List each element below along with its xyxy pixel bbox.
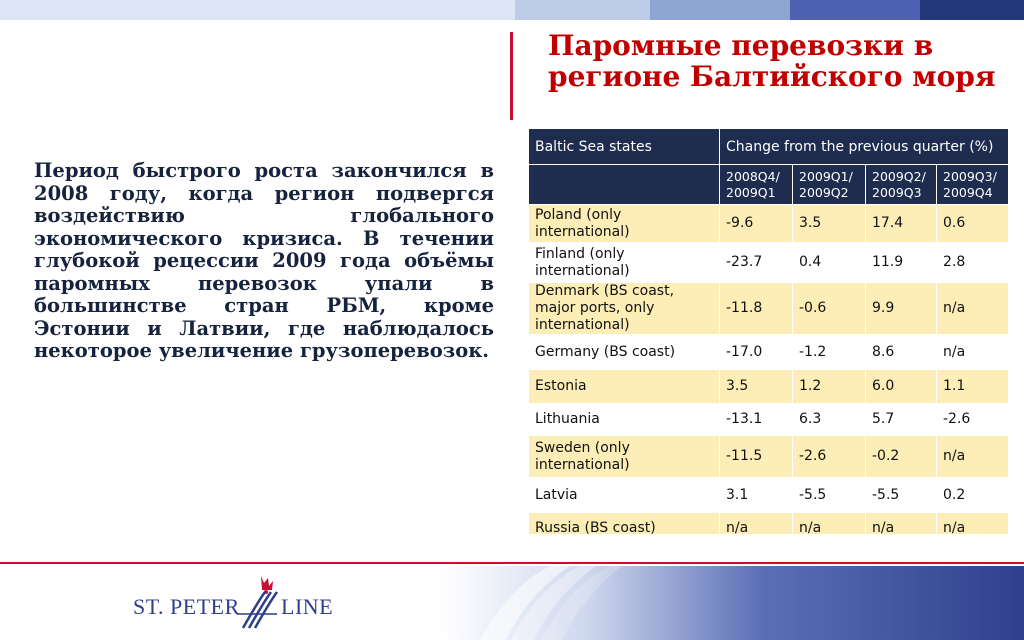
value-cell: -23.7 <box>720 243 793 283</box>
value-cell: n/a <box>937 283 1009 335</box>
state-cell: Denmark (BS coast, major ports, only international) <box>529 283 720 335</box>
value-cell: -5.5 <box>866 478 937 513</box>
footer-divider <box>0 562 1024 564</box>
table-row <box>529 478 1009 513</box>
title-accent-line <box>510 32 513 120</box>
footer-swoosh-decoration <box>440 566 1024 640</box>
table-period-row <box>529 165 1009 205</box>
value-cell: -9.6 <box>720 205 793 243</box>
value-cell: 1.1 <box>937 370 1009 404</box>
value-cell: 3.5 <box>720 370 793 404</box>
table-row <box>529 513 1009 535</box>
value-cell: 0.4 <box>793 243 866 283</box>
value-cell: 8.6 <box>866 335 937 370</box>
top-bar-segment <box>920 0 1024 20</box>
table-row <box>529 243 1009 283</box>
value-cell: -2.6 <box>937 404 1009 436</box>
period-header: 2008Q4/ 2009Q1 <box>720 165 793 205</box>
value-cell: -1.2 <box>793 335 866 370</box>
value-cell: n/a <box>720 513 793 535</box>
value-cell: 3.1 <box>720 478 793 513</box>
value-cell: -13.1 <box>720 404 793 436</box>
state-cell: Sweden (only international) <box>529 436 720 478</box>
value-cell: -5.5 <box>793 478 866 513</box>
table-row <box>529 335 1009 370</box>
value-cell: n/a <box>937 335 1009 370</box>
value-cell: n/a <box>866 513 937 535</box>
value-cell: 17.4 <box>866 205 937 243</box>
state-cell: Estonia <box>529 370 720 404</box>
top-decorative-bar <box>0 0 1024 20</box>
value-cell: 2.8 <box>937 243 1009 283</box>
logo-text-left: ST. PETER <box>133 594 240 619</box>
state-cell: Germany (BS coast) <box>529 335 720 370</box>
top-bar-segment <box>650 0 790 20</box>
table-row <box>529 205 1009 243</box>
header-change-from-previous-quarter: Change from the previous quarter (%) <box>720 129 1009 165</box>
value-cell: n/a <box>793 513 866 535</box>
table-row <box>529 370 1009 404</box>
slide-title: Паромные перевозки в регионе Балтийского моря <box>548 29 996 93</box>
value-cell: 0.2 <box>937 478 1009 513</box>
period-header: 2009Q2/ 2009Q3 <box>866 165 937 205</box>
value-cell: -11.5 <box>720 436 793 478</box>
top-bar-segment <box>0 0 515 20</box>
value-cell: 1.2 <box>793 370 866 404</box>
value-cell: 0.6 <box>937 205 1009 243</box>
period-header: 2009Q3/ 2009Q4 <box>937 165 1009 205</box>
body-paragraph: Период быстрого роста закончился в 2008 году, когда регион подвергся воздействию глобального экономического кризиса. В течении глубокой рецессии 2009 года объёмы паромных перевозок упали в большинстве стран РБМ, кроме Эстонии и Латвии, где наблюдалось некоторое увеличение грузоперевозок. <box>34 159 494 362</box>
value-cell: n/a <box>937 513 1009 535</box>
value-cell: n/a <box>937 436 1009 478</box>
logo-text-right: LINE <box>281 594 334 619</box>
value-cell: 5.7 <box>866 404 937 436</box>
value-cell: 11.9 <box>866 243 937 283</box>
header-baltic-sea-states: Baltic Sea states <box>529 129 720 165</box>
header-empty-cell <box>529 165 720 205</box>
table-row <box>529 436 1009 478</box>
value-cell: 6.3 <box>793 404 866 436</box>
table-row <box>529 283 1009 335</box>
state-cell: Lithuania <box>529 404 720 436</box>
period-header: 2009Q1/ 2009Q2 <box>793 165 866 205</box>
value-cell: -11.8 <box>720 283 793 335</box>
state-cell: Russia (BS coast) <box>529 513 720 535</box>
ferry-traffic-table <box>528 128 1008 534</box>
value-cell: 3.5 <box>793 205 866 243</box>
state-cell: Finland (only international) <box>529 243 720 283</box>
table-row <box>529 404 1009 436</box>
value-cell: 6.0 <box>866 370 937 404</box>
crown-emblem-icon <box>233 574 281 632</box>
state-cell: Latvia <box>529 478 720 513</box>
top-bar-segment <box>790 0 920 20</box>
value-cell: -0.2 <box>866 436 937 478</box>
value-cell: -2.6 <box>793 436 866 478</box>
value-cell: 9.9 <box>866 283 937 335</box>
value-cell: -0.6 <box>793 283 866 335</box>
st-peter-line-logo <box>133 574 333 634</box>
state-cell: Poland (only international) <box>529 205 720 243</box>
table-header-row <box>529 129 1009 165</box>
top-bar-segment <box>515 0 650 20</box>
ferry-traffic-table-container <box>528 128 1008 534</box>
value-cell: -17.0 <box>720 335 793 370</box>
